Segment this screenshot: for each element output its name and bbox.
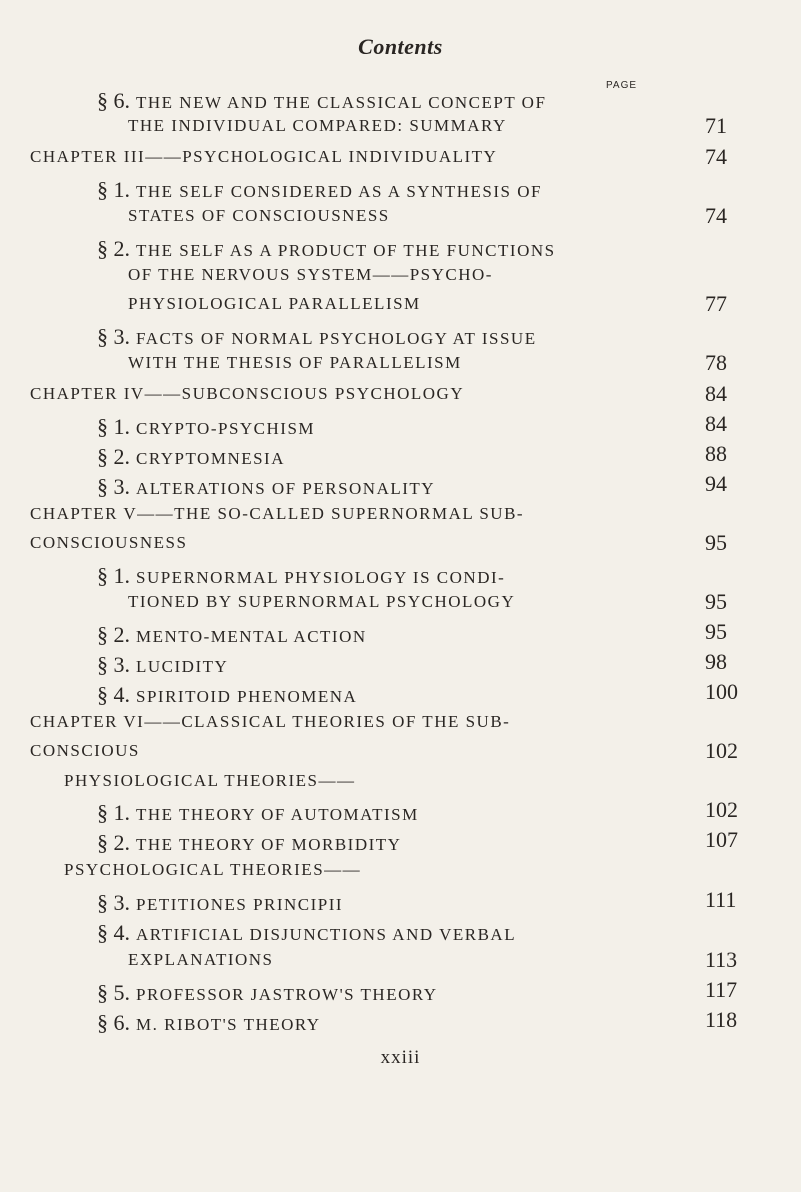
page-column-label: PAGE xyxy=(606,80,638,91)
section-mark: § 2. xyxy=(97,830,130,855)
section-mark: § 4. xyxy=(97,682,130,707)
toc-text: PROFESSOR JASTROW'S THEORY xyxy=(136,985,438,1004)
toc-text: THE INDIVIDUAL COMPARED: SUMMARY xyxy=(128,116,507,135)
section-mark: § 1. xyxy=(97,177,130,202)
page-number: 77 xyxy=(705,291,727,316)
page-number: 95 xyxy=(705,619,727,644)
toc-text: SPIRITOID PHENOMENA xyxy=(136,687,358,706)
page-number: 95 xyxy=(705,589,727,614)
section-mark: § 3. xyxy=(97,652,130,677)
toc-text: OF THE NERVOUS SYSTEM——PSYCHO- xyxy=(128,265,493,284)
page-number: 95 xyxy=(705,530,727,555)
toc-text: CHAPTER IV——SUBCONSCIOUS PSYCHOLOGY xyxy=(30,384,465,403)
page-number: 117 xyxy=(705,977,738,1002)
toc-text: CHAPTER V——THE SO-CALLED SUPERNORMAL SUB- xyxy=(30,504,525,523)
toc-text: CHAPTER III——PSYCHOLOGICAL INDIVIDUALITY xyxy=(30,147,498,166)
page-number: 118 xyxy=(705,1007,738,1032)
toc-text: LUCIDITY xyxy=(136,657,229,676)
toc-text: TIONED BY SUPERNORMAL PSYCHOLOGY xyxy=(128,592,516,611)
toc-text: M. RIBOT'S THEORY xyxy=(136,1015,321,1034)
toc-text: THE THEORY OF MORBIDITY xyxy=(136,835,402,854)
section-mark: § 1. xyxy=(97,800,130,825)
toc-text: PHYSIOLOGICAL PARALLELISM xyxy=(128,294,421,313)
page-number: 100 xyxy=(705,679,738,704)
toc-text: ALTERATIONS OF PERSONALITY xyxy=(136,479,436,498)
toc-text: CONSCIOUS xyxy=(30,741,140,760)
page-number: 98 xyxy=(705,649,727,674)
page-number: 71 xyxy=(705,113,727,138)
page-number: 74 xyxy=(705,203,727,228)
page-number: 84 xyxy=(705,381,727,406)
section-mark: § 3. xyxy=(97,474,130,499)
running-head: Contents xyxy=(358,34,443,59)
section-mark: § 3. xyxy=(97,324,130,349)
section-mark: § 1. xyxy=(97,563,130,588)
page-number: 111 xyxy=(705,887,737,912)
toc-text: PETITIONES PRINCIPII xyxy=(136,895,344,914)
toc-text: STATES OF CONSCIOUSNESS xyxy=(128,206,390,225)
toc-text: CHAPTER VI——CLASSICAL THEORIES OF THE SUB- xyxy=(30,712,511,731)
toc-text: FACTS OF NORMAL PSYCHOLOGY AT ISSUE xyxy=(136,329,537,348)
section-mark: § 1. xyxy=(97,414,130,439)
page-number: 107 xyxy=(705,827,738,852)
page-number: 88 xyxy=(705,441,727,466)
page-number: 74 xyxy=(705,144,727,169)
page-number: 94 xyxy=(705,471,727,496)
section-mark: § 6. xyxy=(97,88,130,113)
toc-text: THE THEORY OF AUTOMATISM xyxy=(136,805,419,824)
toc-text: SUPERNORMAL PHYSIOLOGY IS CONDI- xyxy=(136,568,506,587)
toc-text: EXPLANATIONS xyxy=(128,950,274,969)
page-number: 113 xyxy=(705,947,738,972)
toc-text: THE NEW AND THE CLASSICAL CONCEPT OF xyxy=(136,93,547,112)
toc-text: PHYSIOLOGICAL THEORIES—— xyxy=(64,771,356,790)
page-folio: xxiii xyxy=(380,1047,421,1068)
section-mark: § 2. xyxy=(97,444,130,469)
toc-text: CRYPTO-PSYCHISM xyxy=(136,419,316,438)
page-number: 78 xyxy=(705,350,727,375)
page-number: 84 xyxy=(705,411,727,436)
toc-text: ARTIFICIAL DISJUNCTIONS AND VERBAL xyxy=(136,925,517,944)
toc-text: MENTO-MENTAL ACTION xyxy=(136,627,367,646)
section-mark: § 6. xyxy=(97,1010,130,1035)
section-mark: § 3. xyxy=(97,890,130,915)
section-mark: § 2. xyxy=(97,622,130,647)
toc-text: WITH THE THESIS OF PARALLELISM xyxy=(128,353,462,372)
section-mark: § 4. xyxy=(97,920,130,945)
toc-text: CRYPTOMNESIA xyxy=(136,449,285,468)
section-mark: § 2. xyxy=(97,236,130,261)
section-mark: § 5. xyxy=(97,980,130,1005)
toc-text: PSYCHOLOGICAL THEORIES—— xyxy=(64,860,362,879)
page-number: 102 xyxy=(705,738,738,763)
toc-text: CONSCIOUSNESS xyxy=(30,533,188,552)
page-number: 102 xyxy=(705,797,738,822)
toc-text: THE SELF CONSIDERED AS A SYNTHESIS OF xyxy=(136,182,542,201)
toc-text: THE SELF AS A PRODUCT OF THE FUNCTIONS xyxy=(136,241,556,260)
